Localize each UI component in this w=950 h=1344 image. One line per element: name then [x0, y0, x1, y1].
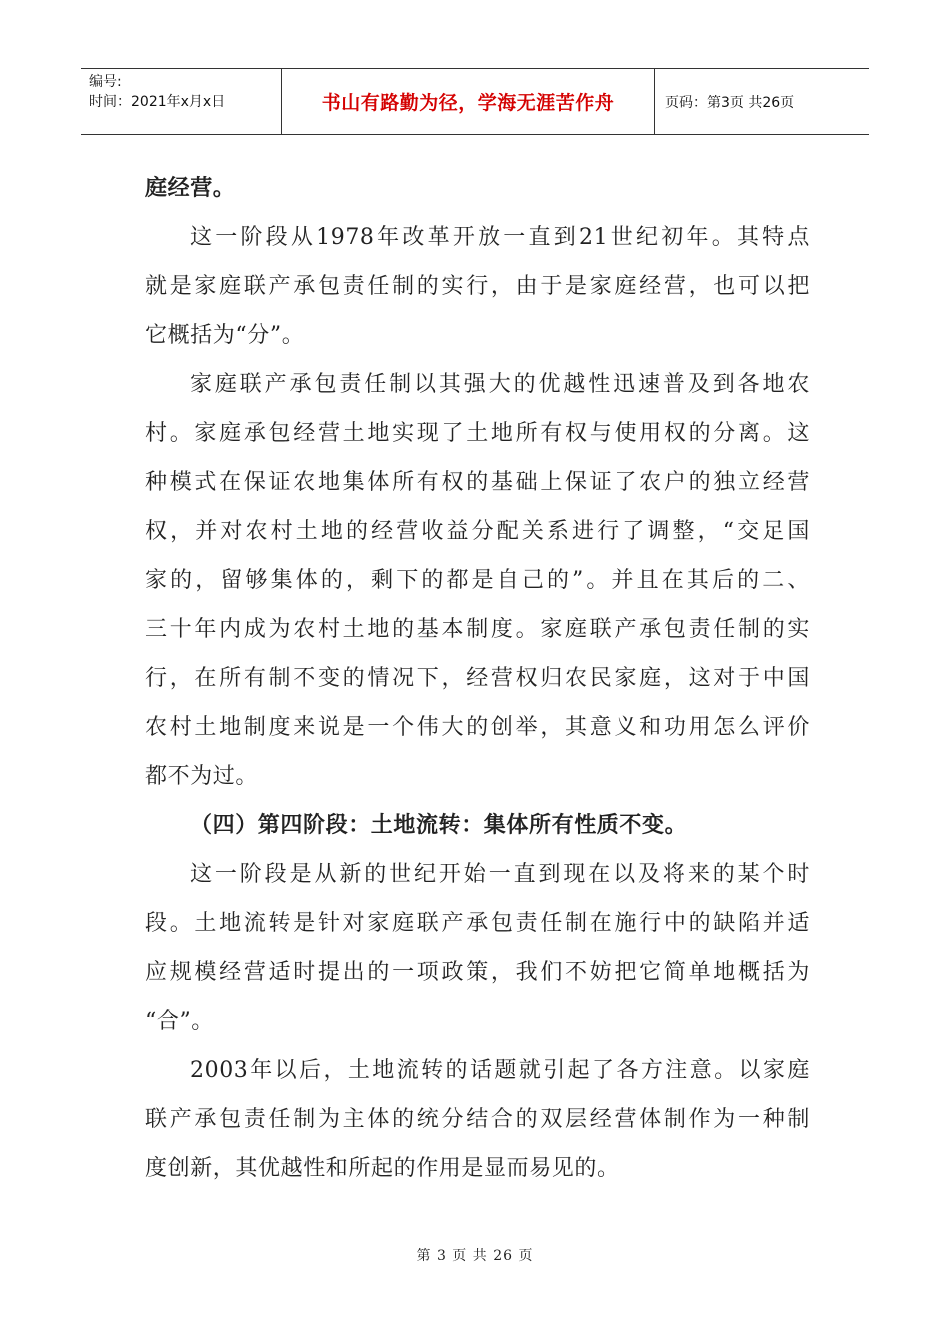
- document-body: [145, 164, 810, 1193]
- header-page-info: 页码：第3页 共26页: [665, 94, 795, 111]
- page-footer: 第 3 页 共 26 页: [416, 1248, 534, 1264]
- text-line: 这一阶段从1978年改革开放一直到21世纪初年。其特点: [190, 225, 810, 250]
- text-line: 庭经营。: [145, 176, 236, 201]
- page-header: [81, 68, 869, 135]
- text-line: 三十年内成为农村土地的基本制度。家庭联产承包责任制的实: [145, 617, 810, 642]
- text-line: 它概括为“分”。: [145, 323, 305, 348]
- text-line: 这一阶段是从新的世纪开始一直到现在以及将来的某个时: [190, 862, 810, 887]
- text-line: 度创新，其优越性和所起的作用是显而易见的。: [145, 1156, 620, 1181]
- text-line: “合”。: [145, 1009, 214, 1034]
- text-line: 村。家庭承包经营土地实现了土地所有权与使用权的分离。这: [145, 421, 810, 446]
- text-line: 都不为过。: [145, 764, 259, 789]
- text-line: 家庭联产承包责任制以其强大的优越性迅速普及到各地农: [190, 372, 810, 397]
- text-line: 家的，留够集体的，剩下的都是自己的”。并且在其后的二、: [145, 568, 810, 593]
- text-line: 应规模经营适时提出的一项政策，我们不妨把它简单地概括为: [145, 960, 810, 985]
- text-line: 就是家庭联产承包责任制的实行，由于是家庭经营，也可以把: [145, 274, 810, 299]
- text-line: 权，并对农村土地的经营收益分配关系进行了调整，“交足国: [145, 519, 810, 544]
- text-line: 联产承包责任制为主体的统分结合的双层经营体制作为一种制: [145, 1107, 810, 1132]
- document-number-label: 编号:: [89, 74, 122, 90]
- text-line: 段。土地流转是针对家庭联产承包责任制在施行中的缺陷并适: [145, 911, 810, 936]
- document-date: 时间：2021年x月x日: [89, 94, 226, 110]
- text-line: 种模式在保证农地集体所有权的基础上保证了农户的独立经营: [145, 470, 810, 495]
- text-line: 农村土地制度来说是一个伟大的创举，其意义和功用怎么评价: [145, 715, 810, 740]
- section-heading: （四）第四阶段：土地流转：集体所有性质不变。: [190, 813, 688, 838]
- header-motto: 书山有路勤为径，学海无涯苦作舟: [282, 69, 655, 134]
- header-meta: [81, 69, 282, 134]
- text-line: 行，在所有制不变的情况下，经营权归农民家庭，这对于中国: [145, 666, 810, 691]
- text-line: 2003年以后，土地流转的话题就引起了各方注意。以家庭: [190, 1058, 810, 1083]
